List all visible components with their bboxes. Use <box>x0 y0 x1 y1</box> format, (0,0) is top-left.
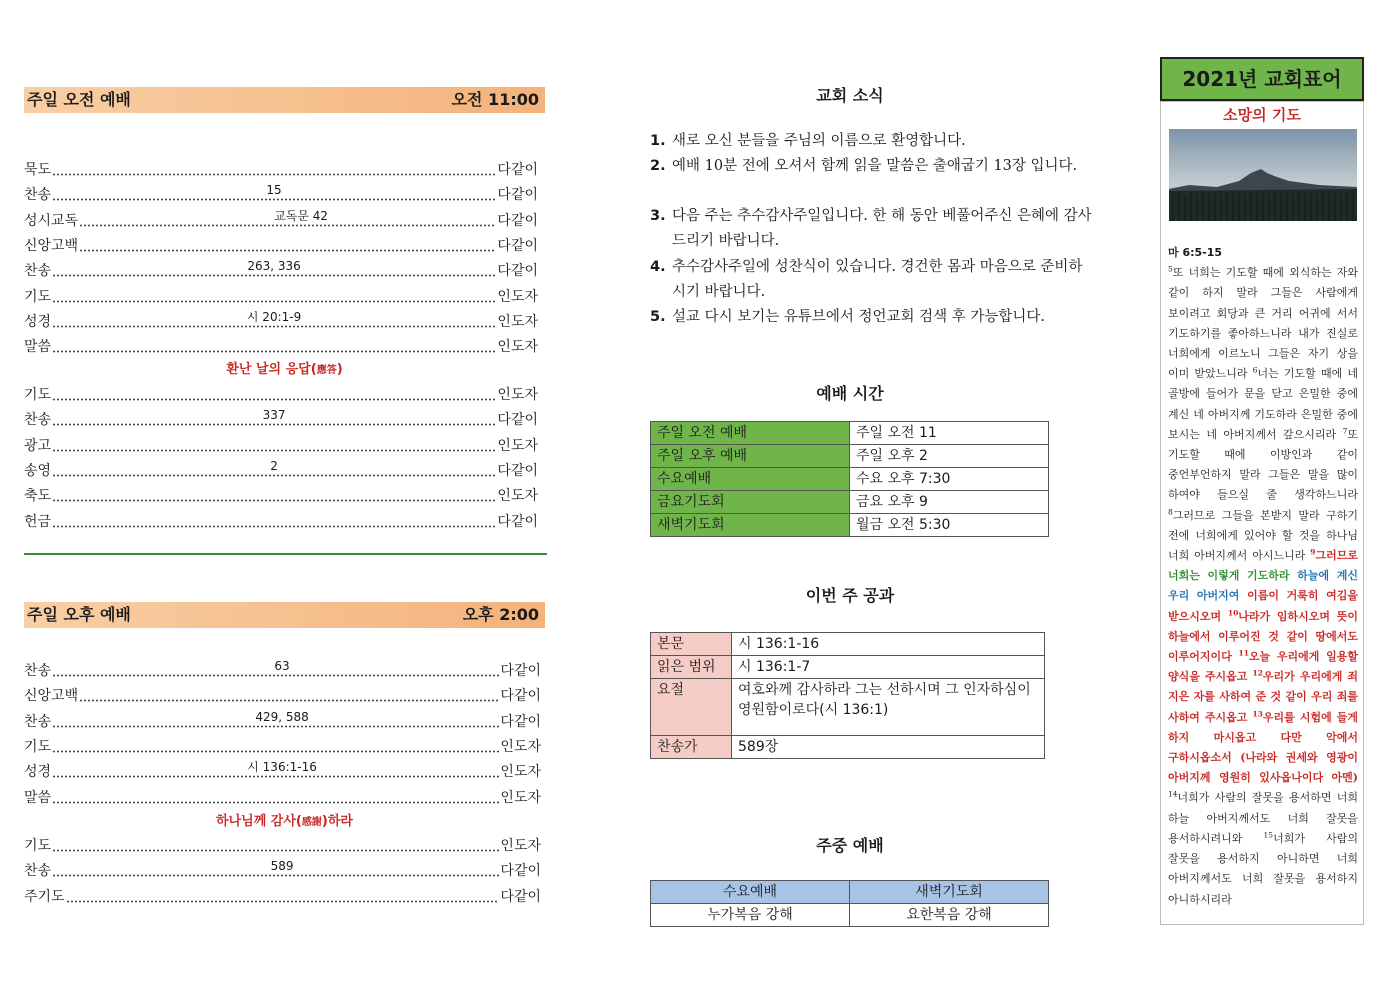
verse-text: 너희가 사람의 잘못을 용서하지 아니하면 너희 아버지께서도 너희 잘못을 용서하지 아니하시리라 <box>1168 831 1358 906</box>
order-item-label: 찬송 <box>24 863 52 880</box>
worship-time-row <box>651 422 1049 445</box>
lesson-table <box>650 632 1045 759</box>
order-item-label: 주기도 <box>24 888 65 905</box>
order-item-detail: 교독문 42 <box>274 208 329 223</box>
verse-text: 오늘 우리에게 일용할 양식을 주시옵고 <box>1168 650 1358 684</box>
worship-time-row <box>651 468 1049 491</box>
midweek-table <box>650 880 1049 927</box>
dot-leader <box>52 161 496 176</box>
dot-leader <box>52 738 499 753</box>
order-item-leader: 인도자 <box>497 288 538 305</box>
midweek-title: 주중 예배 <box>816 836 884 855</box>
order-item-label: 송영 <box>24 462 52 479</box>
order-row <box>24 756 541 781</box>
order-item-label: 광고 <box>24 437 52 454</box>
worship-time: 주일 오후 2 <box>850 445 1049 468</box>
motto-banner: 2021년 교회표어 <box>1160 57 1364 101</box>
order-row <box>24 731 541 756</box>
scripture-passage <box>1168 243 1358 910</box>
worship-time-row <box>651 491 1049 514</box>
dot-leader <box>52 386 496 401</box>
order-item-label: 기도 <box>24 838 52 854</box>
order-item-detail: 63 <box>274 659 290 673</box>
verse-number: 5 <box>1168 264 1173 274</box>
order-item-leader: 인도자 <box>500 764 541 781</box>
order-row <box>24 881 541 906</box>
order-item-leader: 인도자 <box>497 313 538 330</box>
midweek-value-wednesday: 누가복음 강해 <box>651 904 850 927</box>
dot-leader <box>52 709 499 728</box>
dot-leader <box>52 183 496 201</box>
order-item-leader: 인도자 <box>500 738 541 755</box>
worship-name: 수요예배 <box>651 468 850 491</box>
order-row <box>24 331 538 356</box>
dot-leader <box>52 837 499 852</box>
order-item-detail: 429, 588 <box>255 709 309 724</box>
dot-leader <box>52 659 499 677</box>
lesson-key: 요절 <box>651 679 732 736</box>
verse-number: 10 <box>1227 608 1239 617</box>
worship-times-title: 예배 시간 <box>816 384 884 403</box>
dot-leader <box>52 408 496 426</box>
order-row <box>24 655 541 680</box>
worship-name: 주일 오후 예배 <box>651 445 850 468</box>
verse-text: 또 기도할 때에 이방인과 같이 중언부언하지 말라 그들은 말을 많이 하여야 들으실 줄 생각하느니라 <box>1168 427 1358 502</box>
news-item-number: 1. <box>650 133 666 149</box>
lesson-title: 이번 주 공과 <box>805 586 895 605</box>
order-item-label: 찬송 <box>24 713 52 730</box>
order-item-leader: 다같이 <box>500 663 541 679</box>
order-row <box>24 455 538 480</box>
order-item-label: 성경 <box>24 313 52 330</box>
order-item-leader: 인도자 <box>497 387 538 403</box>
order-item-leader: 다같이 <box>497 237 538 254</box>
verse-text: 나라가 임하시오며 뜻이 하늘에서 이루어진 것 같이 땅에서도 이루어지이다 <box>1168 609 1358 664</box>
order-row <box>24 379 538 404</box>
worship-time: 금요 오후 9 <box>850 491 1049 514</box>
order-item-leader: 인도자 <box>500 789 541 806</box>
order-item-label: 묵도 <box>24 162 52 178</box>
order-item-label: 찬송 <box>24 187 52 204</box>
verse-text: 우리를 시험에 들게 하지 마시옵고 다만 악에서 구하시옵소서 (나라와 권세와 영광이 아버지께 영원히 있사옵나이다 아멘) <box>1168 710 1358 785</box>
verse-number: 6 <box>1252 365 1258 375</box>
dot-leader <box>52 859 499 877</box>
afternoon-sermon-title: 하나님께 감사(感謝)하라 <box>216 814 353 829</box>
morning-service-title: 주일 오전 예배 <box>27 90 131 109</box>
news-title: 교회 소식 <box>816 86 884 105</box>
dot-leader <box>52 513 496 528</box>
dot-leader <box>79 208 496 227</box>
order-item-leader: 인도자 <box>497 488 538 505</box>
dot-leader <box>52 259 496 277</box>
midweek-header-wednesday: 수요예배 <box>651 881 850 904</box>
order-item-leader: 다같이 <box>497 212 538 229</box>
order-row <box>24 830 541 855</box>
order-item-label: 기도 <box>24 288 52 305</box>
dot-leader <box>52 338 496 353</box>
order-item-leader: 인도자 <box>497 339 538 356</box>
worship-time: 월금 오전 5:30 <box>850 514 1049 537</box>
order-row <box>24 506 538 531</box>
verse-number: 13 <box>1252 709 1263 719</box>
dot-leader <box>79 687 499 702</box>
news-item-text: 설교 다시 보기는 유튜브에서 정언교회 검색 후 가능합니다. <box>672 309 1046 325</box>
order-row <box>24 205 538 230</box>
worship-time: 주일 오전 11 <box>850 422 1049 445</box>
dot-leader <box>52 288 496 303</box>
order-item-leader: 다같이 <box>500 688 541 705</box>
news-item-text: 새로 오신 분들을 주님의 이름으로 환영합니다. <box>672 133 966 149</box>
dot-leader <box>52 789 499 804</box>
order-row <box>24 154 538 179</box>
order-item-leader: 다같이 <box>497 513 538 530</box>
order-item-leader: 다같이 <box>497 462 538 479</box>
news-item-text: 다음 주는 추수감사주일입니다. 한 해 동안 베풀어주신 은혜에 감사 드리기 바랍니다. <box>672 208 1092 249</box>
lesson-key: 찬송가 <box>651 736 732 759</box>
order-row <box>24 179 538 204</box>
order-row <box>24 680 541 705</box>
verse-text: 우리가 우리에게 죄 지은 자를 사하여 준 것 같이 우리 죄를 사하여 주시옵고 <box>1168 670 1358 724</box>
order-item-leader: 다같이 <box>497 263 538 280</box>
midweek-header-dawn: 새벽기도회 <box>850 881 1049 904</box>
order-item-leader: 다같이 <box>500 863 541 880</box>
verse-number: 8 <box>1168 506 1173 516</box>
order-item-label: 찬송 <box>24 412 52 429</box>
order-row <box>24 306 538 331</box>
order-item-detail: 15 <box>266 183 282 198</box>
order-item-leader: 다같이 <box>497 162 538 178</box>
order-item-label: 신앙고백 <box>24 688 79 705</box>
verse-text: 너희는 이렇게 기도하라 <box>1168 569 1298 583</box>
order-item-leader: 다같이 <box>500 713 541 730</box>
lesson-key: 읽은 범위 <box>651 656 732 679</box>
lesson-row <box>651 679 1045 736</box>
news-item-number: 5. <box>650 309 666 325</box>
order-row <box>24 281 538 306</box>
verse-number: 7 <box>1342 426 1348 436</box>
verse-text: 그러므로 그들을 본받지 말라 구하기 전에 너희에게 있어야 할 것을 하나님 너희 아버지께서 아시느니라 <box>1168 508 1358 563</box>
morning-service-time: 오전 11:00 <box>451 90 539 109</box>
order-item-leader: 다같이 <box>497 412 538 429</box>
dot-leader <box>52 309 496 328</box>
order-row <box>24 430 538 455</box>
lesson-row <box>651 656 1045 679</box>
order-item-label: 말씀 <box>24 789 52 806</box>
worship-name: 주일 오전 예배 <box>651 422 850 445</box>
afternoon-service-header <box>24 602 545 628</box>
morning-service-header <box>24 87 545 113</box>
midweek-value-dawn: 요한복음 강해 <box>850 904 1049 927</box>
verse-number: 9 <box>1310 547 1316 557</box>
order-item-label: 성경 <box>24 764 52 781</box>
verse-text: 너는 기도할 때에 네 골방에 들어가 문을 닫고 은밀한 중에 계신 네 아버지께 기도하라 은밀한 중에 보시는 네 아버지께서 갚으시리라 <box>1168 367 1359 441</box>
order-item-leader: 인도자 <box>497 437 538 454</box>
order-item-label: 찬송 <box>24 263 52 280</box>
order-item-leader: 다같이 <box>500 888 541 905</box>
verse-text: 하늘에 계신 우리 아버지여 <box>1168 569 1358 603</box>
order-row <box>24 230 538 255</box>
worship-time: 수요 오후 7:30 <box>850 468 1049 491</box>
worship-times-table <box>650 421 1049 537</box>
verse-number: 15 <box>1263 830 1274 840</box>
verse-number: 14 <box>1168 789 1178 799</box>
order-item-leader: 다같이 <box>497 187 538 204</box>
lesson-value: 시 136:1-16 <box>732 633 1045 656</box>
afternoon-service-title: 주일 오후 예배 <box>27 605 131 624</box>
order-item-label: 기도 <box>24 738 52 755</box>
verse-text: 또 너희는 기도할 때에 외식하는 자와 같이 하지 말라 그들은 사람에게 보이려고 회당과 큰 거리 어귀에 서서 기도하기를 좋아하느니라 내가 진실로 너희에게 이르노니 그들은 자기 상을 이미 받았느니라 <box>1168 266 1358 381</box>
order-item-label: 찬송 <box>24 663 52 679</box>
order-item-detail: 시 20:1-9 <box>246 309 302 324</box>
order-item-detail: 2 <box>270 458 278 473</box>
dot-leader <box>52 760 499 778</box>
order-row <box>24 255 538 280</box>
lesson-value: 589장 <box>732 736 1045 759</box>
worship-time-row <box>651 445 1049 468</box>
prayer-title: 소망의 기도 <box>1223 106 1301 124</box>
verse-text: 그러므로 <box>1315 549 1358 563</box>
order-item-label: 기도 <box>24 387 52 403</box>
scripture-reference: 마 6:5-15 <box>1168 246 1223 259</box>
dot-leader <box>52 437 496 452</box>
news-item-number: 3. <box>650 208 666 224</box>
news-item-number: 4. <box>650 259 666 275</box>
verse-number: 12 <box>1252 668 1263 678</box>
order-item-label: 축도 <box>24 488 52 505</box>
dot-leader <box>52 487 496 502</box>
lesson-key: 본문 <box>651 633 732 656</box>
order-item-label: 말씀 <box>24 339 52 356</box>
morning-sermon-title: 환난 날의 응답(應答) <box>226 362 343 377</box>
order-row <box>24 706 541 731</box>
news-item-text: 추수감사주일에 성찬식이 있습니다. 경건한 몸과 마음으로 준비하시기 바랍니다. <box>672 259 1083 300</box>
verse-text: 이름이 거룩히 여김을 받으시오며 <box>1168 589 1358 623</box>
order-item-detail: 시 136:1-16 <box>247 760 317 775</box>
order-item-label: 헌금 <box>24 513 52 530</box>
lesson-row <box>651 633 1045 656</box>
worship-name: 새벽기도회 <box>651 514 850 537</box>
lesson-row <box>651 736 1045 759</box>
order-item-label: 신앙고백 <box>24 237 79 254</box>
mountain-landscape-image <box>1169 129 1357 221</box>
news-item-text: 예배 10분 전에 오셔서 함께 읽을 말씀은 출애굽기 13장 입니다. <box>672 158 1078 174</box>
dot-leader <box>52 458 496 477</box>
dot-leader <box>79 237 496 252</box>
worship-time-row <box>651 514 1049 537</box>
order-item-detail: 589 <box>270 859 294 874</box>
worship-name: 금요기도회 <box>651 491 850 514</box>
order-row <box>24 782 541 807</box>
order-row <box>24 855 541 880</box>
news-item-number: 2. <box>650 158 666 174</box>
order-item-leader: 인도자 <box>500 838 541 854</box>
order-item-label: 성시교독 <box>24 212 79 229</box>
afternoon-service-time: 오후 2:00 <box>462 605 539 624</box>
verse-text: 너희가 사람의 잘못을 용서하면 너희 하늘 아버지께서도 너희 잘못을 용서하시려니와 <box>1168 791 1358 845</box>
order-item-detail: 337 <box>262 408 286 423</box>
dot-leader <box>66 888 500 903</box>
order-item-detail: 263, 336 <box>247 259 301 274</box>
verse-number: 11 <box>1238 648 1249 658</box>
section-divider <box>24 553 547 555</box>
lesson-value: 시 136:1-7 <box>732 656 1045 679</box>
lesson-value: 여호와께 감사하라 그는 선하시며 그 인자하심이 영원함이로다(시 136:1) <box>732 679 1045 736</box>
order-row <box>24 480 538 505</box>
order-row <box>24 404 538 429</box>
